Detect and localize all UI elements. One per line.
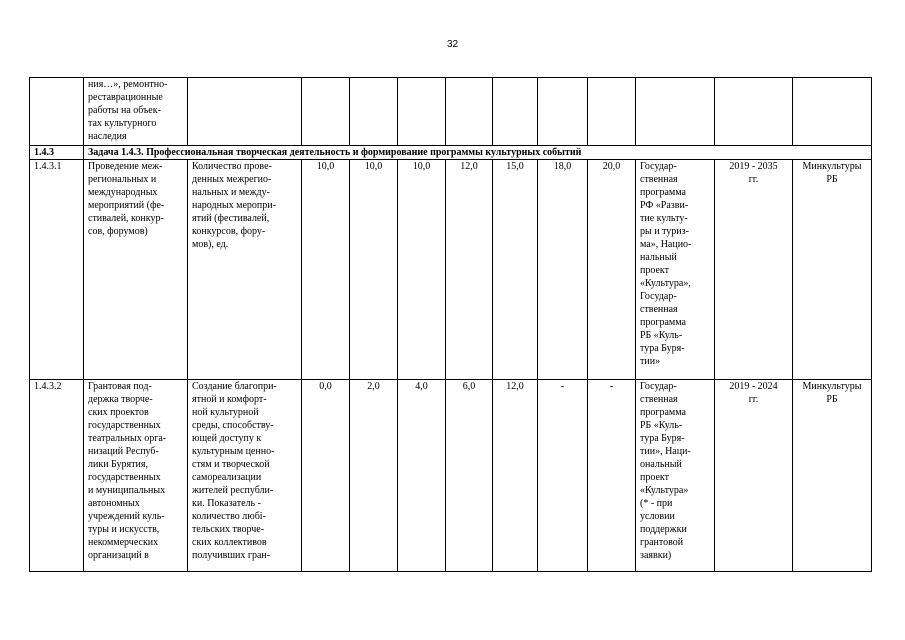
event-cell: ния…», ремонтно- реставрационные работы на объек- тах культурного наследия (84, 78, 188, 146)
value-cell (350, 78, 398, 146)
indicator-cell: Создание благопри- ятной и комфорт- ной культурной среды, способству- ющей доступу к культурным ценно- стям и творческой самореализации жителей республи- ки. Показатель - количество любі- тельских творче- ских коллективов получивших гран- (188, 380, 302, 572)
code-cell (30, 78, 84, 146)
indicator-cell: Количество прове- денных межрегио- нальных и между- народных меропри- ятий (фестивалей, конкурсов, фору- мов), ед. (188, 160, 302, 380)
program-cell: Государ- ственная программа РБ «Куль- тура Буря- тии», Наци- ональный проект «Культура» (* - при условии поддержки грантовой заявки) (636, 380, 715, 572)
value-cell (588, 78, 636, 146)
value-cell: 4,0 (398, 380, 446, 572)
table-row (30, 160, 872, 380)
value-cell: 15,0 (493, 160, 538, 380)
value-cell: 10,0 (302, 160, 350, 380)
program-cell (636, 78, 715, 146)
code-cell: 1.4.3.2 (30, 380, 84, 572)
indicator-cell (188, 78, 302, 146)
value-cell (446, 78, 493, 146)
value-cell: 10,0 (350, 160, 398, 380)
executor-cell (793, 78, 872, 146)
value-cell (398, 78, 446, 146)
executor-cell: Минкультуры РБ (793, 160, 872, 380)
table-row (30, 380, 872, 572)
value-cell: - (588, 380, 636, 572)
task-code: 1.4.3 (30, 146, 84, 160)
value-cell: 12,0 (446, 160, 493, 380)
period-cell (715, 78, 793, 146)
event-cell: Проведение меж- региональных и международных мероприятий (фе- стивалей, конкур- сов, форумов) (84, 160, 188, 380)
value-cell: 10,0 (398, 160, 446, 380)
task-title: Задача 1.4.3. Профессиональная творческая деятельность и формирование программы культурных событий (84, 146, 872, 160)
value-cell: - (538, 380, 588, 572)
value-cell (302, 78, 350, 146)
task-row (30, 146, 872, 160)
value-cell: 20,0 (588, 160, 636, 380)
program-events-table (29, 77, 872, 572)
period-cell: 2019 - 2035 гг. (715, 160, 793, 380)
value-cell: 0,0 (302, 380, 350, 572)
event-cell: Грантовая под- держка творче- ских проектов государственных театральных орга- низаций Респуб- лики Бурятия, государственных и муниципальных автономных учреждений куль- туры и искусств, некоммерческих организаций в (84, 380, 188, 572)
continued-row (30, 78, 872, 146)
value-cell: 18,0 (538, 160, 588, 380)
program-cell: Государ- ственная программа РФ «Разви- тие культу- ры и туриз- ма», Нацио- нальный проект «Культура», Государ- ственная программа РБ «Куль- тура Буря- тии» (636, 160, 715, 380)
page-number: 32 (446, 39, 459, 50)
value-cell: 12,0 (493, 380, 538, 572)
value-cell: 6,0 (446, 380, 493, 572)
period-cell: 2019 - 2024 гг. (715, 380, 793, 572)
value-cell (493, 78, 538, 146)
value-cell: 2,0 (350, 380, 398, 572)
code-cell: 1.4.3.1 (30, 160, 84, 380)
value-cell (538, 78, 588, 146)
executor-cell: Минкультуры РБ (793, 380, 872, 572)
